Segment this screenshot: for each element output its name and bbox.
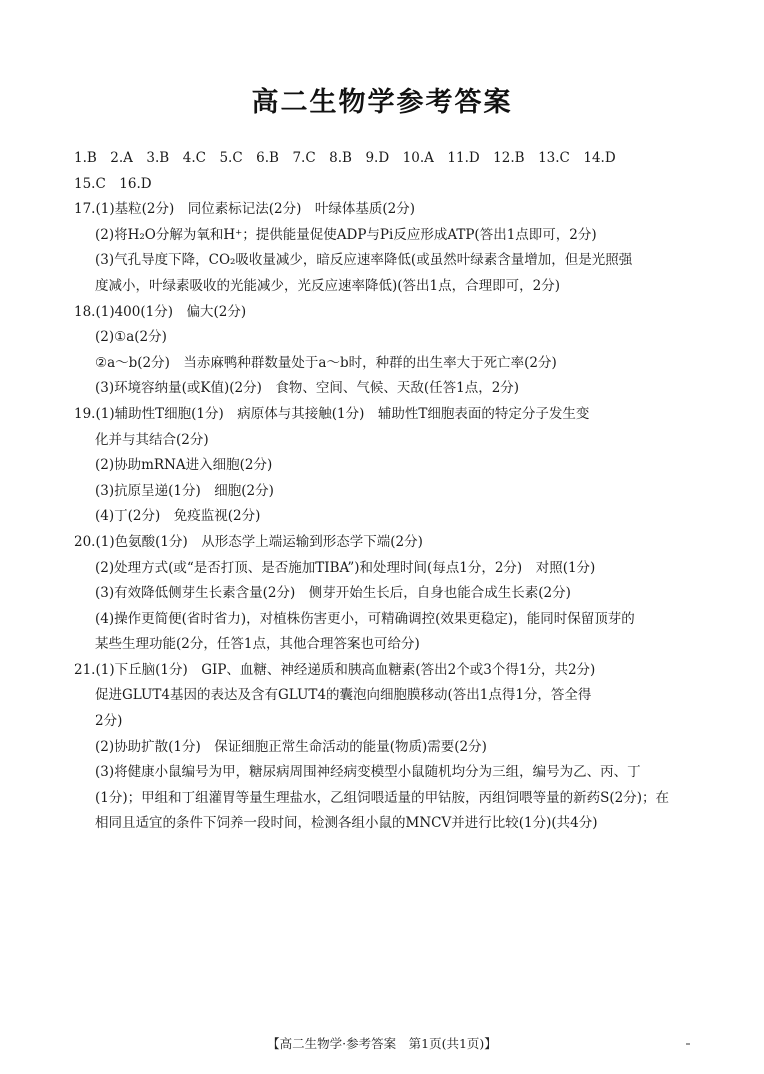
answer-line-q20-4: (4)操作更简便(省时省力)，对植株伤害更小，可精确调控(效果更稳定)，能同时保留顶芽的 bbox=[95, 610, 635, 627]
answer-line-q21-2: (2)协助扩散(1分) 保证细胞正常生命活动的能量(物质)需要(2分) bbox=[95, 738, 487, 755]
answer-line-q21-1-cont: 促进GLUT4基因的表达及含有GLUT4的囊泡向细胞膜移动(答出1点得1分，答全得 bbox=[95, 687, 592, 704]
answer-line-q21-1: 21.(1)下丘脑(1分) GIP、血糖、神经递质和胰高血糖素(答出2个或3个得1分，共2分) bbox=[74, 661, 596, 678]
answer-line-q18-3: (3)环境容纳量(或K值)(2分) 食物、空间、气候、天敌(任答1点，2分) bbox=[95, 380, 520, 397]
answer-line-q17-2: (2)将H₂O分解为氧和H⁺；提供能量促使ADP与Pi反应形成ATP(答出1点即可，2分) bbox=[95, 226, 597, 243]
page-footer: 【高二生物学·参考答案 第1页(共1页)】 bbox=[267, 1036, 497, 1051]
answer-content bbox=[74, 146, 710, 837]
answer-line-q20-1: 20.(1)色氨酸(1分) 从形态学上端运输到形态学下端(2分) bbox=[74, 533, 423, 550]
answer-line-q19-1: 19.(1)辅助性T细胞(1分) 病原体与其接触(1分) 辅助性T细胞表面的特定分子发生变 bbox=[74, 405, 590, 422]
answer-line-q19-3: (3)抗原呈递(1分) 细胞(2分) bbox=[95, 482, 274, 499]
answer-line-q21-3-cont2: 相同且适宜的条件下饲养一段时间，检测各组小鼠的MNCV并进行比较(1分)(共4分) bbox=[95, 815, 598, 832]
answer-line-q17-3: (3)气孔导度下降，CO₂吸收量减少，暗反应速率降低(或虽然叶绿素含量增加，但是光照强 bbox=[95, 252, 633, 269]
answer-line-q19-2: (2)协助mRNA进入细胞(2分) bbox=[95, 457, 273, 474]
answer-line-q21-1-cont2: 2分) bbox=[95, 713, 123, 730]
scan-mark bbox=[686, 1043, 690, 1045]
answer-line-q21-3: (3)将健康小鼠编号为甲，糖尿病周围神经病变模型小鼠随机均分为三组，编号为乙、丙、丁 bbox=[95, 764, 641, 781]
answer-line-q18-2a: (2)①a(2分) bbox=[95, 329, 167, 346]
page-title: 高二生物学参考答案 bbox=[251, 87, 513, 118]
answer-line-q17-1: 17.(1)基粒(2分) 同位素标记法(2分) 叶绿体基质(2分) bbox=[74, 201, 415, 218]
answer-line-q20-3: (3)有效降低侧芽生长素含量(2分) 侧芽开始生长后，自身也能合成生长素(2分) bbox=[95, 585, 571, 602]
answer-line-q19-1-cont: 化并与其结合(2分) bbox=[95, 431, 209, 448]
answer-line-mc-15-16: 15.C 16.D bbox=[74, 175, 152, 192]
answer-line-q18-1: 18.(1)400(1分) 偏大(2分) bbox=[74, 303, 247, 320]
answer-line-q20-4-cont: 某些生理功能(2分，任答1点，其他合理答案也可给分) bbox=[95, 636, 420, 653]
answer-line-q21-3-cont: (1分)；甲组和丁组灌胃等量生理盐水，乙组饲喂适量的甲钴胺，丙组饲喂等量的新药S(2分)；在 bbox=[95, 789, 669, 806]
answer-line-q19-4: (4)丁(2分) 免疫监视(2分) bbox=[95, 508, 261, 525]
answer-line-q18-2b: ②a～b(2分) 当赤麻鸭种群数量处于a～b时，种群的出生率大于死亡率(2分) bbox=[95, 354, 557, 371]
answer-line-mc-1-14: 1.B 2.A 3.B 4.C 5.C 6.B 7.C 8.B 9.D 10.A 11.D 12.B 13.C 14.D bbox=[74, 150, 616, 166]
answer-line-q20-2: (2)处理方式(或“是否打顶、是否施加TIBA”)和处理时间(每点1分，2分) 对照(1分) bbox=[95, 559, 596, 576]
answer-line-q17-3-cont: 度减小，叶绿素吸收的光能减少，光反应速率降低)(答出1点，合理即可，2分) bbox=[95, 277, 560, 294]
